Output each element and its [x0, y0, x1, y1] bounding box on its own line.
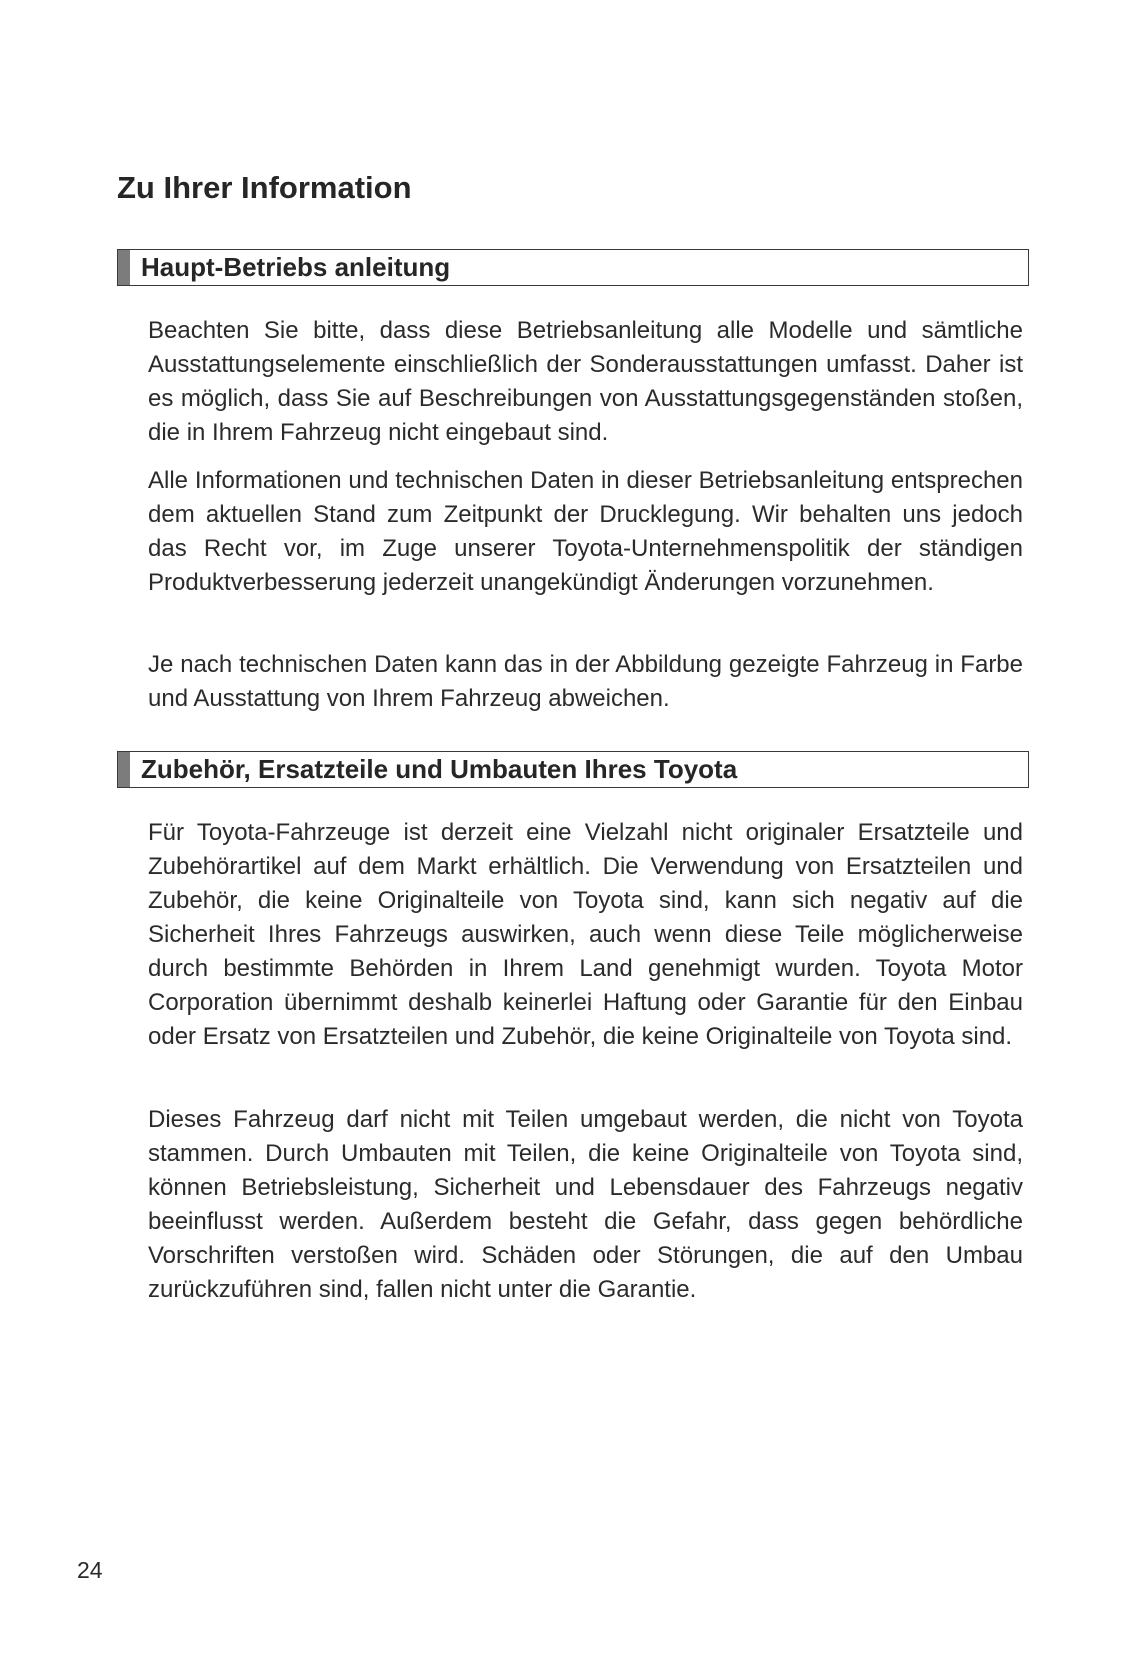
paragraph-non-original-parts: Für Toyota-Fahrzeuge ist derzeit eine Vielzahl nicht originaler Ersatzteile und Zubehörartikel auf dem Markt erhältlich. Die Verwendung von Ersatzteilen und Zubehör, die keine Originalteile von Toyota sind, kann sich negativ auf die Sicherheit Ihres Fahrzeugs auswirken, auch wenn diese Teile möglicherweise durch bestimmte Behörden in Ihrem Land genehmigt wurden. Toyota Motor Corporation übernimmt deshalb keinerlei Haftung oder Garantie für den Einbau oder Ersatz von Ersatzteilen und Zubehör, die keine Originalteile von Toyota sind.	[148, 819, 1023, 1050]
paragraph-technical-data: Alle Informationen und technischen Daten in dieser Betriebsanleitung entsprechen dem aktuellen Stand zum Zeitpunkt der Drucklegung. Wir behalten uns jedoch das Recht vor, im Zuge unserer Toyota-Unternehmenspolitik der ständigen Produktverbesserung jederzeit unangekündigt Änderungen vorzunehmen.	[148, 467, 1023, 596]
paragraph-model-coverage: Beachten Sie bitte, dass diese Betriebsanleitung alle Modelle und sämtliche Ausstattungselemente einschließlich der Sonderausstattungen umfasst. Daher ist es möglich, dass Sie auf Beschreibungen von Ausstattungsgegenständen stoßen, die in Ihrem Fahrzeug nicht eingebaut sind.	[148, 317, 1023, 446]
section-header-haupt-betriebsanleitung	[117, 249, 1029, 286]
section-header-zubehoer	[117, 751, 1029, 788]
page-title: Zu Ihrer Information	[117, 170, 412, 205]
section-header-bar	[118, 250, 130, 285]
section-header-bar	[118, 752, 130, 787]
paragraph-illustration-note: Je nach technischen Daten kann das in der Abbildung gezeigte Fahrzeug in Farbe und Ausstattung von Ihrem Fahrzeug abweichen.	[148, 651, 1023, 712]
paragraph-modifications: Dieses Fahrzeug darf nicht mit Teilen umgebaut werden, die nicht von Toyota stammen. Durch Umbauten mit Teilen, die keine Originalteile von Toyota sind, können Betriebsleistung, Sicherheit und Lebensdauer des Fahrzeugs negativ beeinflusst werden. Außerdem besteht die Gefahr, dass gegen behördliche Vorschriften verstoßen wird. Schäden oder Störungen, die auf den Umbau zurückzuführen sind, fallen nicht unter die Garantie.	[148, 1106, 1023, 1303]
page-number: 24	[77, 1557, 103, 1583]
section-heading: Zubehör, Ersatzteile und Umbauten Ihres Toyota	[141, 754, 738, 784]
section-heading: Haupt-Betriebs anleitung	[141, 252, 451, 282]
